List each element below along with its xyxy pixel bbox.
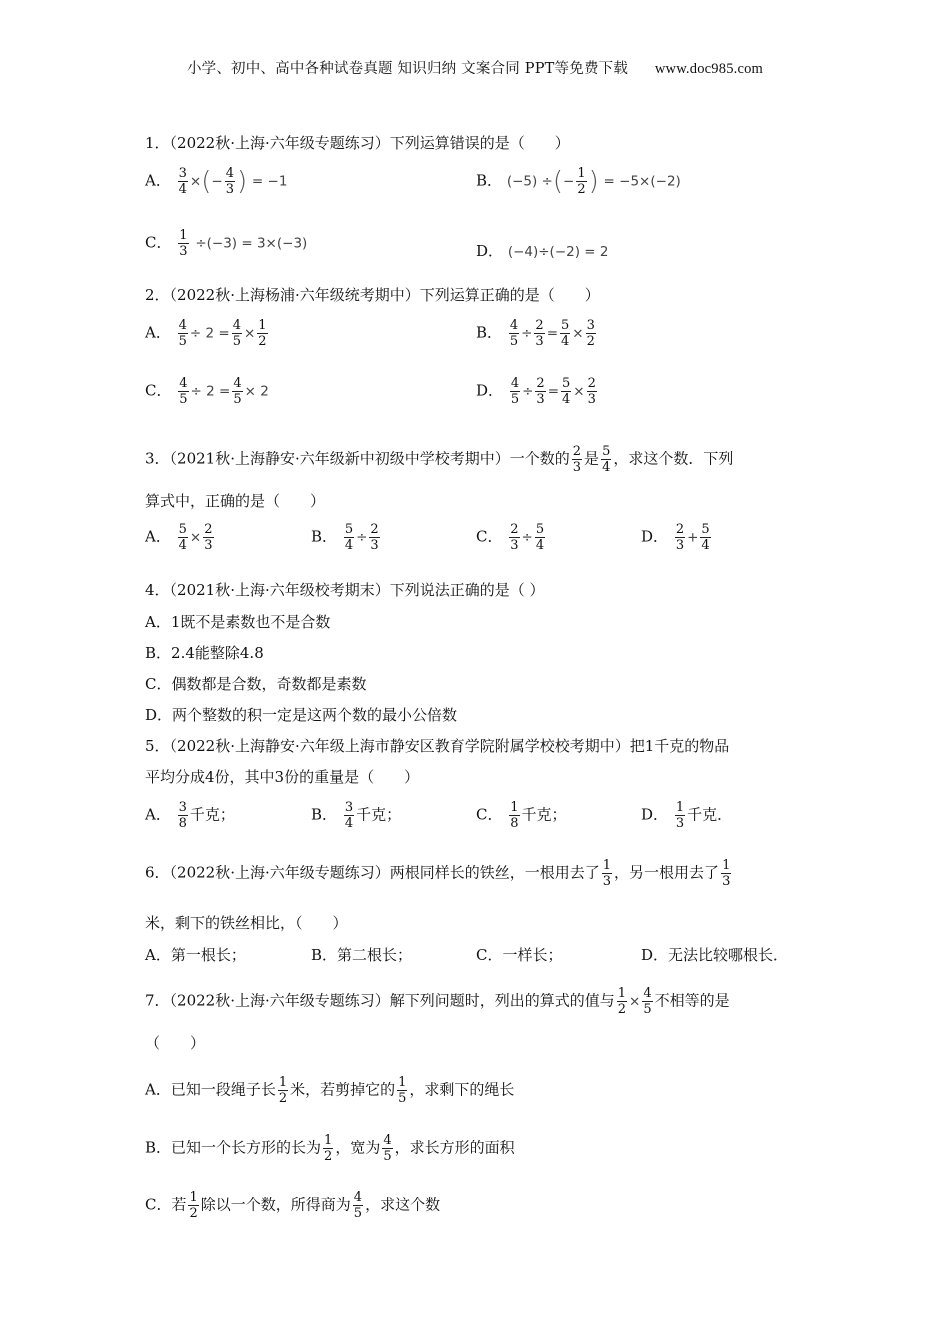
q7-stem: 7．（2022秋·上海·六年级专题练习）解下列问题时，列出的算式的值与 $\frac{1}{2}$ × $\frac{4}{5}$ 不相等的是 [145, 986, 730, 1017]
q6-option-b: B．第二根长； [311, 946, 413, 964]
q7-option-a: A．已知一段绳子长 $\frac{1}{2}$ 米，若剪掉它的 $\frac{1}{5}$ ，求剩下的绳长 [145, 1075, 515, 1106]
q1-stem: 1．（2022秋·上海·六年级专题练习）下列运算错误的是（ ） [145, 134, 570, 152]
q3-option-a: A． $\frac{5}{4}$ × $\frac{2}{3}$ [145, 522, 213, 553]
q4-option-a: A．1既不是素数也不是合数 [145, 613, 331, 631]
q5-option-c: C． $\frac{1}{8}$ 千克； [476, 800, 567, 831]
q3-option-c: C． $\frac{2}{3}$ ÷ $\frac{5}{4}$ [476, 522, 545, 553]
q3-stem-line2: 算式中，正确的是（ ） [145, 492, 326, 510]
q6-option-a: A．第一根长； [145, 946, 246, 964]
q4-option-c: C．偶数都是合数，奇数都是素数 [145, 675, 367, 693]
q3-option-b: B． $\frac{5}{4}$ ÷ $\frac{2}{3}$ [311, 522, 379, 553]
q2-option-d: D． $\frac{4}{5}$ ÷ $\frac{2}{3}$ = $\frac{5}{4}$ × $\frac{2}{3}$ [476, 376, 596, 407]
q5-option-a: A． $\frac{3}{8}$ 千克； [145, 800, 235, 831]
q5-stem: 5．（2022秋·上海静安·六年级上海市静安区教育学院附属学校校考期中）把1千克的物品 [145, 737, 730, 755]
q4-option-d: D．两个整数的积一定是这两个数的最小公倍数 [145, 706, 458, 724]
q4-stem: 4．（2021秋·上海·六年级校考期末）下列说法正确的是（ ） [145, 581, 545, 599]
q3-stem: 3．（2021秋·上海静安·六年级新中初级中学校考期中）一个数的 $\frac{2}{3}$ 是 $\frac{5}{4}$ ，求这个数．下列 [145, 444, 734, 475]
q7-option-b: B．已知一个长方形的长为 $\frac{1}{2}$ ，宽为 $\frac{4}{5}$ ，求长方形的面积 [145, 1133, 515, 1164]
q1-option-c: C． $\frac{1}{3}$ ÷(−3) = 3×(−3) [145, 228, 308, 259]
header-text: 小学、初中、高中各种试卷真题 知识归纳 文案合同 PPT等免费下载 [186, 61, 629, 77]
q6-stem: 6．（2022秋·上海·六年级专题练习）两根同样长的铁丝，一根用去了 $\frac{1}{3}$ ，另一根用去了 $\frac{1}{3}$ [145, 858, 731, 889]
q6-stem-line2: 米，剩下的铁丝相比，（ ） [145, 914, 348, 932]
q6-option-c: C．一样长； [476, 946, 563, 964]
q6-option-d: D．无法比较哪根长． [641, 946, 789, 964]
header-site-link[interactable]: www.doc985.com [654, 61, 764, 77]
q5-option-b: B． $\frac{3}{4}$ 千克； [311, 800, 402, 831]
page-header [0, 57, 950, 78]
q2-option-a: A． $\frac{4}{5}$ ÷ 2 = $\frac{4}{5}$ × $\frac{1}{2}$ [145, 318, 267, 349]
q2-option-c: C． $\frac{4}{5}$ ÷ 2 = $\frac{4}{5}$ × 2 [145, 376, 269, 407]
q7-option-c: C．若 $\frac{1}{2}$ 除以一个数，所得商为 $\frac{4}{5}$ ，求这个数 [145, 1190, 441, 1221]
q7-stem-line2: （ ） [145, 1034, 206, 1052]
q2-stem: 2．（2022秋·上海杨浦·六年级统考期中）下列运算正确的是（ ） [145, 286, 600, 304]
q2-option-b: B． $\frac{4}{5}$ ÷ $\frac{2}{3}$ = $\frac{5}{4}$ × $\frac{3}{2}$ [476, 318, 595, 349]
q1-option-b: B． (−5) ÷(− $\frac{1}{2}$ ) = −5×(−2) [476, 166, 681, 197]
q4-option-b: B．2.4能整除4.8 [145, 644, 264, 662]
q5-option-d: D． $\frac{1}{3}$ 千克． [641, 800, 733, 831]
q5-stem-line2: 平均分成4份，其中3份的重量是（ ） [145, 768, 420, 786]
q1-option-d: D． (−4)÷(−2) = 2 [476, 242, 609, 260]
q1-option-a: A． $\frac{3}{4}$ ×(− $\frac{4}{3}$ ) = −1 [145, 166, 288, 197]
q3-option-d: D． $\frac{2}{3}$ + $\frac{5}{4}$ [641, 522, 710, 553]
